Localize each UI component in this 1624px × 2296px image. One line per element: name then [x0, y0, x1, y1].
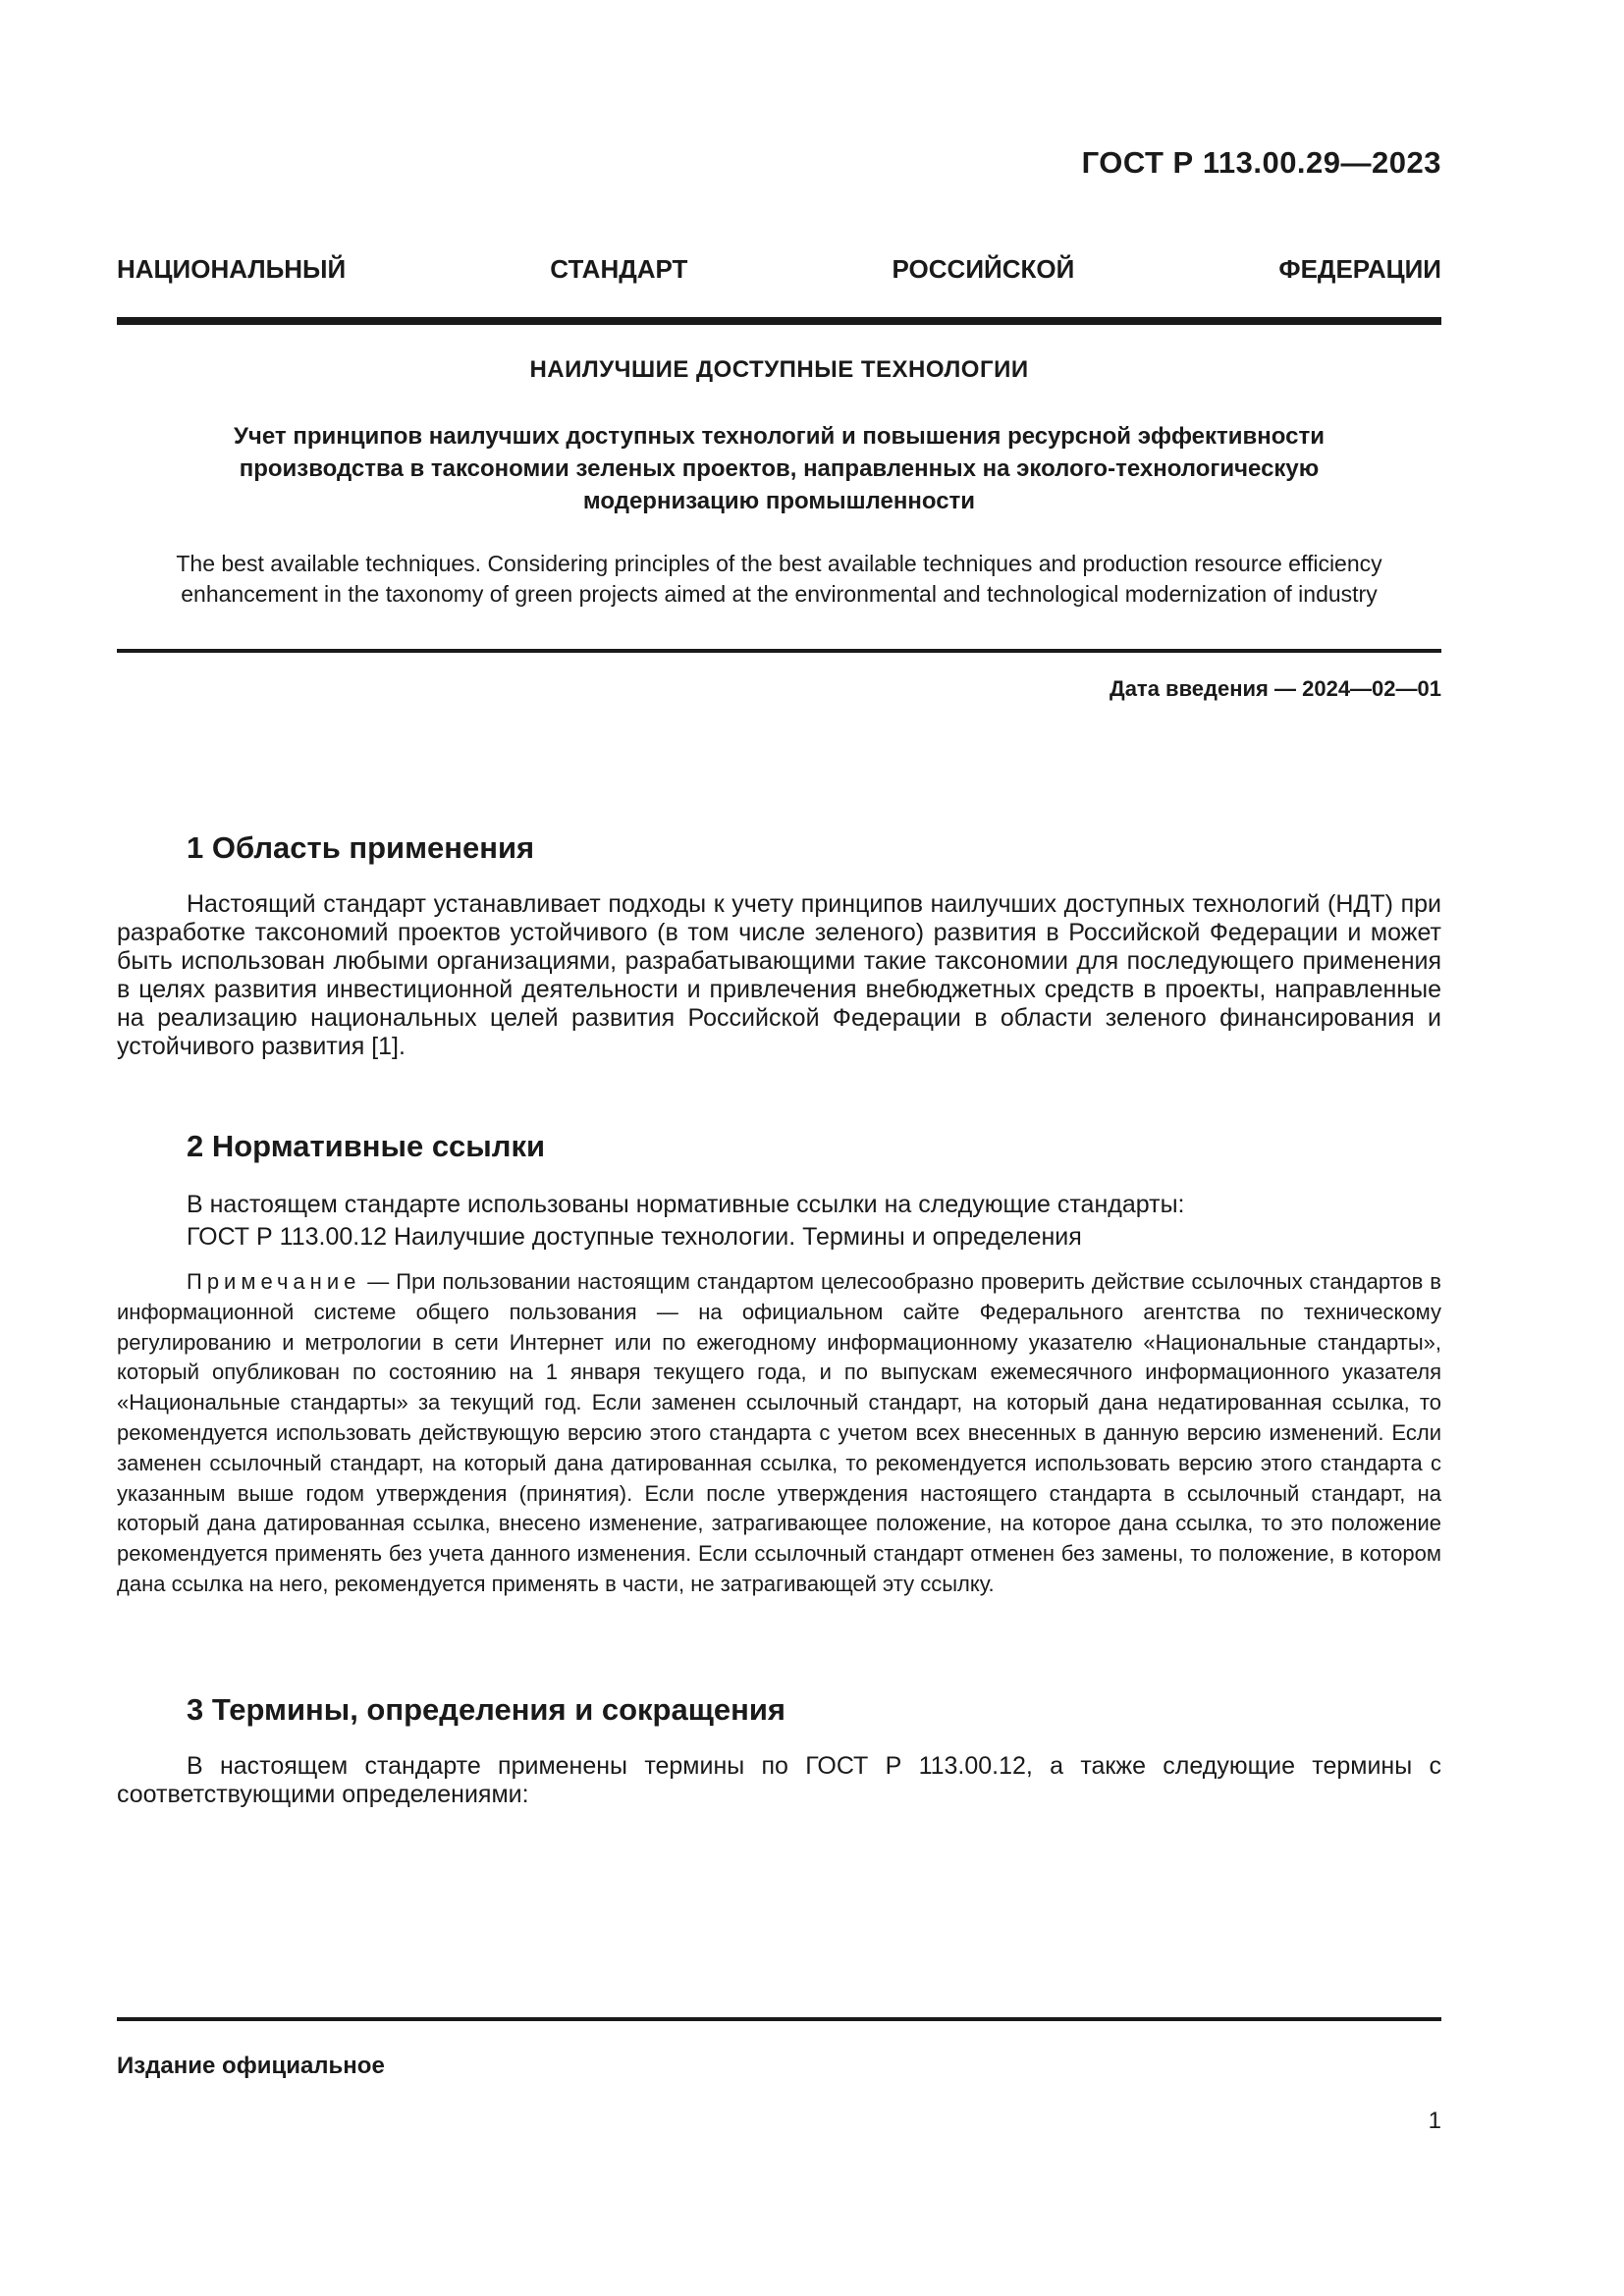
- subtitle-line: модернизацию промышленности: [582, 488, 976, 514]
- header-divider: [117, 317, 1441, 325]
- note-text: — При пользовании настоящим стандартом целесообразно проверить действие ссылочных стандартов в информационной системе общего пользования — на официальном сайте Федерального агентства по техническому регулированию и метрологии в сети Интернет или по ежегодному информационному указателю «Национальные стандарты», который опубликован по состоянию на 1 января текущего года, и по выпускам ежемесячного информационного указателя «Национальные стандарты» за текущий год. Если заменен ссылочный стандарт, на который дана недатированная ссылка, то рекомендуется использовать действующую версию этого стандарта с учетом всех внесенных в данную версию изменений. Если заменен ссылочный стандарт, на который дана датированная ссылка, то рекомендуется использовать версию этого стандарта с указанным выше годом утверждения (принятия). Если после утверждения настоящего стандарта в ссылочный стандарт, на который дана датированная ссылка, внесено изменение, затрагивающее положение, на которое дана ссылка, то это положение рекомендуется применять без учета данного изменения. Если ссылочный стандарт отменен без замены, то положение, в котором дана ссылка на него, рекомендуется применять в части, не затрагивающей эту ссылку.: [117, 1269, 1441, 1596]
- section-2-intro: В настоящем стандарте использованы нормативные ссылки на следующие стандарты:: [187, 1191, 1185, 1218]
- section-3-text: В настоящем стандарте применены термины по ГОСТ Р 113.00.12, а также следующие термины с соответствующими определениями:: [117, 1752, 1441, 1808]
- document-number: ГОСТ Р 113.00.29—2023: [1081, 145, 1441, 180]
- section-3-heading: 3 Термины, определения и сокращения: [187, 1692, 785, 1727]
- subtitle-line: производства в таксономии зеленых проектов, направленных на эколого-технологическую: [239, 455, 1320, 482]
- national-standard-banner: НАЦИОНАЛЬНЫЙ СТАНДАРТ РОССИЙСКОЙ ФЕДЕРАЦИИ: [117, 254, 1441, 284]
- english-title-line: enhancement in the taxonomy of green projects aimed at the environmental and technological modernization of industry: [181, 581, 1378, 607]
- standard-subtitle: [117, 420, 1441, 517]
- note-label: Примечание: [187, 1269, 361, 1294]
- english-title-line: The best available techniques. Considering principles of the best available techniques and production resource efficiency: [176, 551, 1382, 576]
- section-1-heading: 1 Область применения: [187, 830, 535, 865]
- normative-reference: ГОСТ Р 113.00.12 Наилучшие доступные технологии. Термины и определения: [187, 1223, 1082, 1251]
- edition-label: Издание официальное: [117, 2053, 385, 2079]
- section-1-text: Настоящий стандарт устанавливает подходы к учету принципов наилучших доступных технологий (НДТ) при разработке таксономий проектов устойчивого (в том числе зеленого) развития в Российской Федерации и может быть использован любыми организациями, разрабатывающими такие таксономии для последующего применения в целях развития инвестиционной деятельности и привлечения внебюджетных средств в проекты, направленные на реализацию национальных целей развития Российской Федерации в области зеленого финансирования и устойчивого развития [1].: [117, 890, 1441, 1060]
- note-paragraph: [117, 1267, 1441, 1600]
- standard-title: НАИЛУЧШИЕ ДОСТУПНЫЕ ТЕХНОЛОГИИ: [529, 356, 1029, 383]
- title-divider: [117, 649, 1441, 653]
- subtitle-line: Учет принципов наилучших доступных технологий и повышения ресурсной эффективности: [234, 423, 1325, 450]
- section-2-heading: 2 Нормативные ссылки: [187, 1129, 546, 1163]
- english-title: [117, 549, 1441, 610]
- footer-divider: [117, 2017, 1441, 2021]
- introduction-date: Дата введения — 2024—02—01: [1110, 676, 1441, 701]
- page-number: 1: [1428, 2108, 1441, 2134]
